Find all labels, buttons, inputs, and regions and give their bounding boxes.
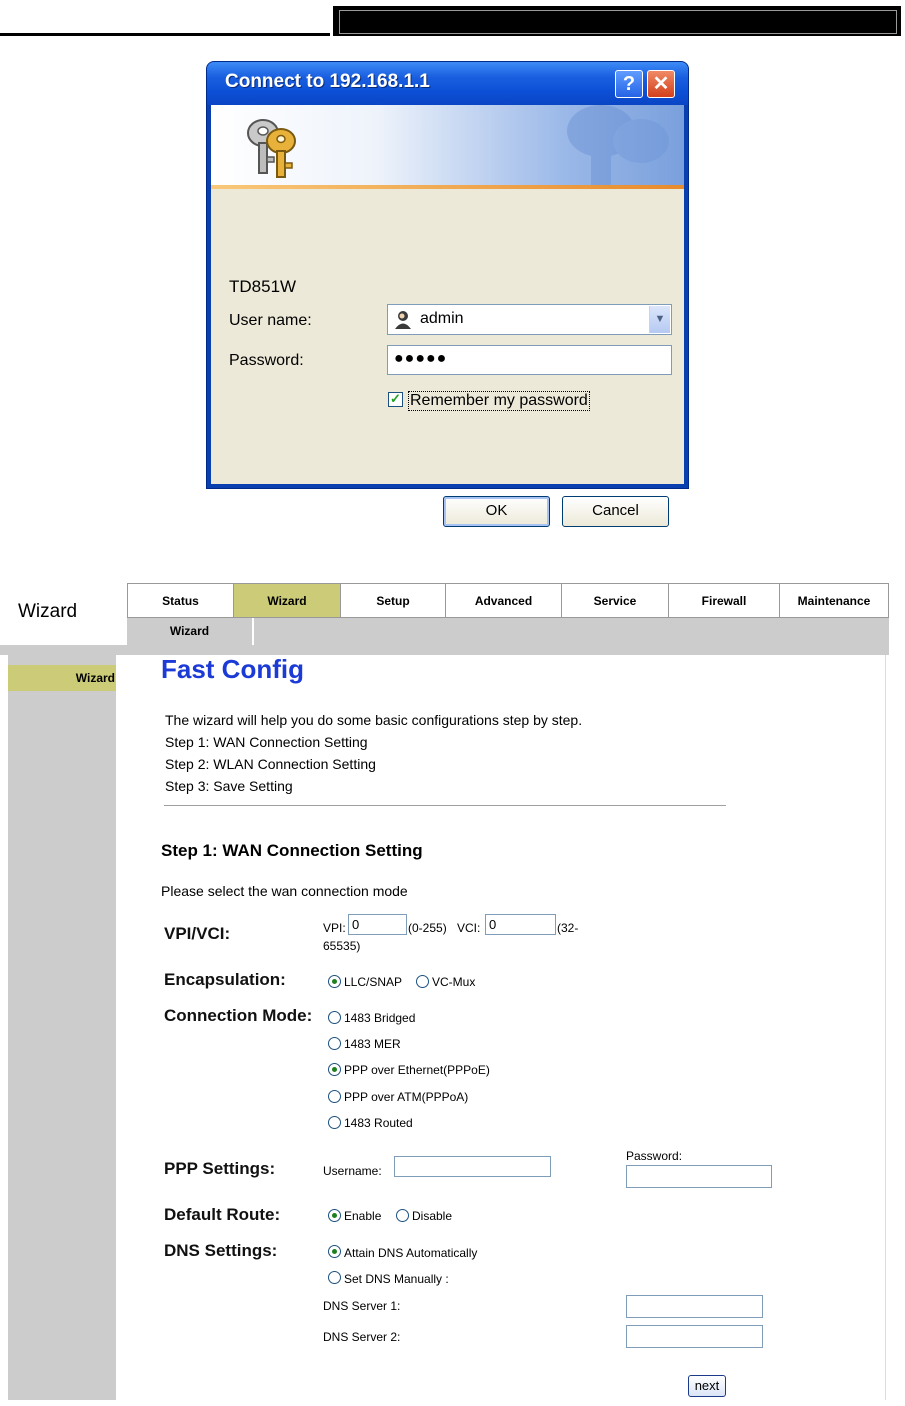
route-disable-label: Disable	[412, 1209, 453, 1223]
encapsulation-label: Encapsulation:	[164, 970, 286, 989]
header-bar-frame	[339, 10, 897, 34]
dns-manual-label: Set DNS Manually :	[344, 1272, 449, 1286]
ppp-password-label: Password:	[626, 1149, 683, 1163]
radio-1483-mer[interactable]	[328, 1037, 341, 1050]
connection-mode-label: Connection Mode:	[164, 1006, 313, 1025]
password-field[interactable]: ●●●●●	[387, 345, 672, 375]
next-button[interactable]: next	[688, 1375, 726, 1397]
radio-vc-mux[interactable]	[416, 975, 429, 988]
vci-input[interactable]: 0	[485, 914, 556, 935]
intro-line: Step 3: Save Setting	[165, 778, 293, 794]
radio-1483-bridged[interactable]	[328, 1011, 341, 1024]
sidebar-item-wizard[interactable]: Wizard	[8, 665, 116, 691]
intro-line: Step 1: WAN Connection Setting	[165, 734, 368, 750]
page-title: Fast Config	[161, 654, 304, 684]
remember-checkbox[interactable]: ✓	[388, 392, 403, 407]
ppp-username-input[interactable]	[394, 1156, 551, 1177]
username-value: admin	[420, 310, 464, 327]
tab-setup[interactable]: Setup	[340, 583, 446, 618]
username-label: User name:	[229, 312, 312, 329]
keys-watermark-icon	[531, 101, 681, 185]
keys-icon	[237, 111, 307, 181]
dns-server1-input[interactable]	[626, 1295, 763, 1318]
dns-server2-input[interactable]	[626, 1325, 763, 1348]
user-icon	[394, 310, 412, 329]
tab-wizard[interactable]: Wizard	[233, 583, 341, 618]
vpi-label: VPI:	[323, 921, 346, 935]
mode-option-label: PPP over Ethernet(PPPoE)	[344, 1063, 490, 1077]
radio-dns-auto[interactable]	[328, 1245, 341, 1258]
dns-server2-label: DNS Server 2:	[323, 1330, 401, 1344]
sub-nav	[127, 618, 889, 645]
chevron-down-icon[interactable]: ▼	[649, 306, 670, 333]
dialog-title: Connect to 192.168.1.1	[225, 71, 430, 92]
vci-range-cont: 65535)	[323, 939, 361, 953]
ppp-settings-label: PPP Settings:	[164, 1159, 276, 1178]
close-button[interactable]: ✕	[647, 70, 675, 98]
dialog-body	[211, 105, 684, 519]
content-border	[885, 655, 886, 1400]
divider	[164, 805, 726, 806]
tab-firewall[interactable]: Firewall	[668, 583, 780, 618]
dns-settings-label: DNS Settings:	[164, 1241, 278, 1260]
section-title: Wizard	[18, 601, 78, 622]
radio-route-enable[interactable]	[328, 1209, 341, 1222]
vci-range: (32-	[557, 921, 579, 935]
help-button[interactable]: ?	[615, 70, 643, 98]
intro-line: Step 2: WLAN Connection Setting	[165, 756, 376, 772]
mode-option-label: 1483 Routed	[344, 1116, 413, 1130]
radio-llc-snap[interactable]	[328, 975, 341, 988]
ppp-password-input[interactable]	[626, 1165, 772, 1188]
main-nav	[127, 583, 889, 618]
device-name: TD851W	[229, 277, 297, 296]
radio-pppoa[interactable]	[328, 1090, 341, 1103]
dialog-banner	[211, 105, 684, 185]
cancel-button[interactable]: Cancel	[562, 496, 669, 527]
dns-server1-label: DNS Server 1:	[323, 1299, 401, 1313]
dialog-titlebar[interactable]	[207, 62, 688, 105]
sidebar	[8, 655, 116, 1400]
radio-dns-manual[interactable]	[328, 1271, 341, 1284]
mode-option-label: PPP over ATM(PPPoA)	[344, 1090, 469, 1104]
vpivci-label: VPI/VCI:	[164, 924, 231, 943]
vpi-input[interactable]: 0	[348, 914, 407, 935]
default-route-label: Default Route:	[164, 1205, 281, 1224]
header-rule	[0, 33, 330, 36]
tab-service[interactable]: Service	[561, 583, 669, 618]
header-band	[0, 645, 889, 655]
vpi-range: (0-255)	[408, 921, 447, 935]
remember-label[interactable]: Remember my password	[410, 392, 588, 409]
login-dialog	[207, 62, 688, 519]
username-combo[interactable]	[387, 304, 672, 335]
ok-button[interactable]: OK	[443, 496, 550, 527]
vc-mux-label: VC-Mux	[432, 975, 476, 989]
radio-1483-routed[interactable]	[328, 1116, 341, 1129]
route-enable-label: Enable	[344, 1209, 382, 1223]
banner-stripe	[211, 185, 684, 189]
tab-status[interactable]: Status	[127, 583, 234, 618]
intro-line: The wizard will help you do some basic configurations step by step.	[165, 712, 583, 728]
vci-label: VCI:	[457, 921, 481, 935]
ppp-username-label: Username:	[323, 1164, 382, 1178]
password-label: Password:	[229, 352, 304, 369]
radio-pppoe[interactable]	[328, 1063, 341, 1076]
mode-option-label: 1483 Bridged	[344, 1011, 416, 1025]
dns-auto-label: Attain DNS Automatically	[344, 1246, 478, 1260]
llc-snap-label: LLC/SNAP	[344, 975, 403, 989]
mode-option-label: 1483 MER	[344, 1037, 401, 1051]
select-instructions: Please select the wan connection mode	[161, 883, 408, 899]
subnav-item-wizard[interactable]: Wizard	[127, 618, 254, 645]
radio-route-disable[interactable]	[396, 1209, 409, 1222]
tab-advanced[interactable]: Advanced	[445, 583, 562, 618]
tab-maintenance[interactable]: Maintenance	[779, 583, 889, 618]
step-heading: Step 1: WAN Connection Setting	[161, 841, 423, 860]
